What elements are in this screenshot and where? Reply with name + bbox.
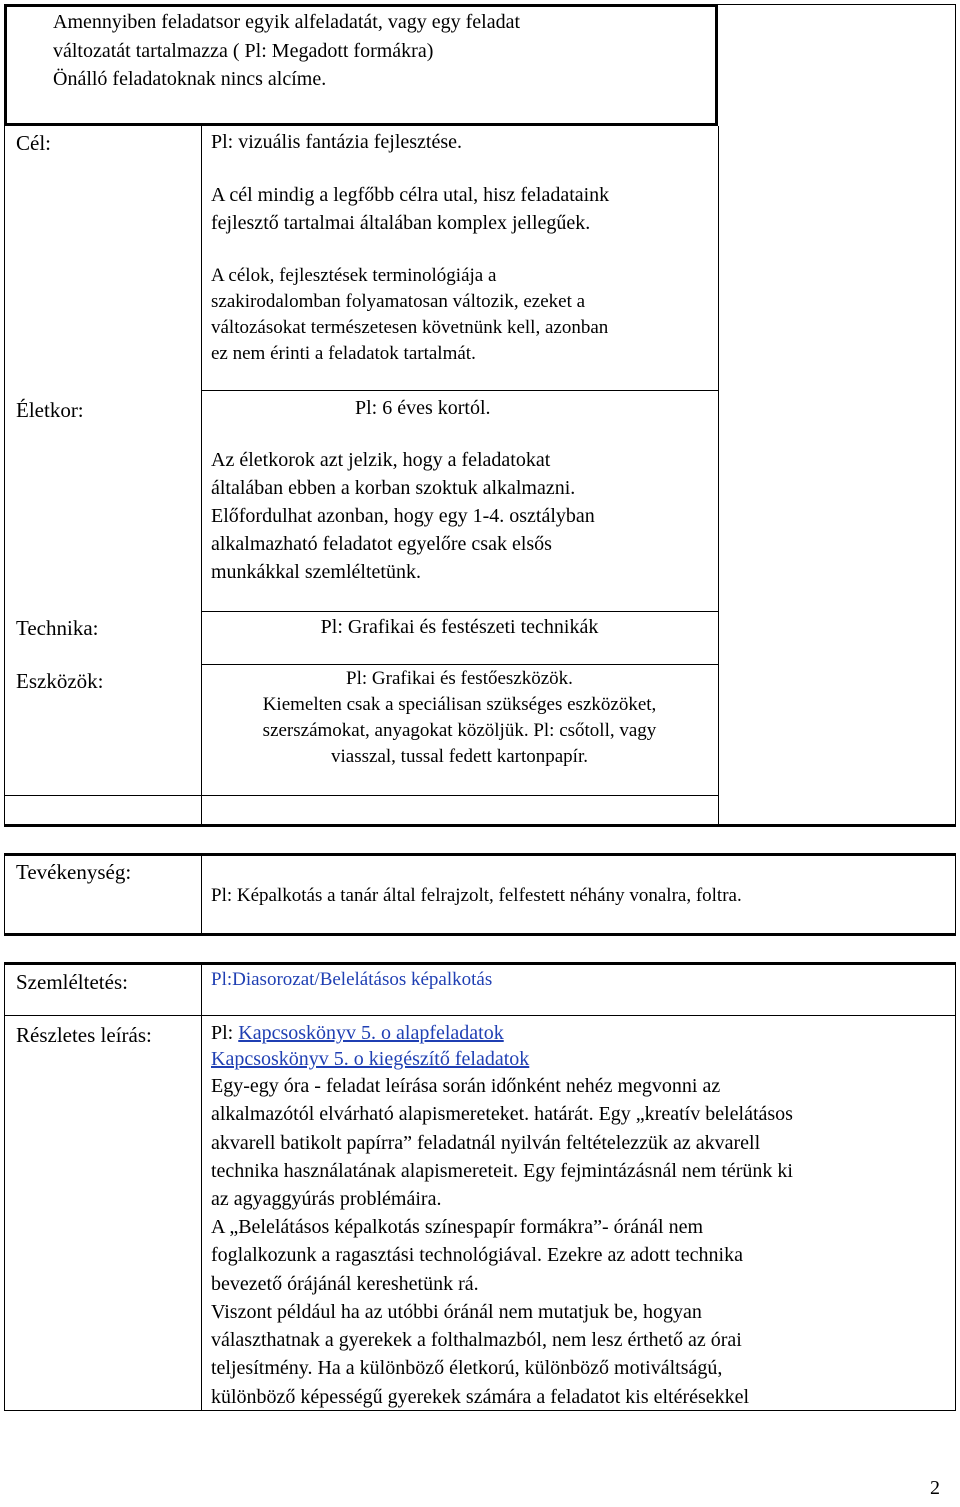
reszletes-prefix: Pl:	[211, 1022, 239, 1044]
border	[201, 611, 718, 612]
technika-value: Pl: Grafikai és festészeti technikák	[320, 616, 599, 638]
eletkor-example: Pl: 6 éves kortól.	[355, 397, 491, 419]
top-note-line-1: Amennyiben feladatsor egyik alfeladatát, vagy egy feladat	[53, 11, 521, 33]
border	[955, 853, 956, 936]
reszletes-line-5: az agyaggyúrás problémáira.	[211, 1188, 442, 1210]
border	[201, 390, 718, 391]
eletkor-para-line2: általában ebben a korban szoktuk alkalmazni.	[211, 477, 576, 499]
link-kiegeszito-feladatok[interactable]: Kapcsoskönyv 5. o kiegészítő feladatok	[211, 1048, 530, 1070]
page-number: 2	[930, 1477, 940, 1499]
reszletes-line-3: akvarell batikolt papírra” feladatnál nyilván feltételezzük az akvarell	[211, 1132, 761, 1154]
eszkozok-line1: Pl: Grafikai és festőeszközök.	[346, 668, 573, 689]
border	[4, 123, 718, 126]
border	[4, 962, 5, 1411]
reszletes-line-9: Viszont például ha az utóbbi óránál nem mutatjuk be, hogyan	[211, 1301, 702, 1323]
border	[4, 126, 5, 826]
eletkor-para-line1: Az életkorok azt jelzik, hogy a feladatokat	[211, 449, 551, 471]
top-note-line-2: változatát tartalmazza ( Pl: Megadott formákra)	[53, 40, 434, 62]
top-note-line-3: Önálló feladatoknak nincs alcíme.	[53, 68, 327, 90]
reszletes-line-12: különböző képességű gyerekek számára a feladatot kis eltérésekkel	[211, 1386, 750, 1408]
border	[4, 795, 718, 796]
border	[4, 824, 956, 827]
border	[718, 126, 719, 826]
reszletes-line-1: Egy-egy óra - feladat leírása során időnként nehéz megvonni az	[211, 1075, 721, 1097]
border	[4, 1015, 956, 1016]
reszletes-line-4: technika használatának alapismereteit. Egy fejmintázásnál nem térünk ki	[211, 1160, 793, 1182]
reszletes-link-line-1	[211, 1019, 504, 1047]
cel-para3-line3: változásokat természetesen követnünk kell, azonban	[211, 317, 609, 338]
label-technika: Technika:	[16, 616, 99, 640]
border	[955, 4, 956, 826]
border	[4, 853, 956, 856]
reszletes-line-2: alkalmazótól elvárható alapismereteket. határát. Egy „kreatív belelátásos	[211, 1103, 793, 1125]
border	[4, 933, 956, 936]
cel-para3-line1: A célok, fejlesztések terminológiája a	[211, 265, 497, 286]
label-reszletes: Részletes leírás:	[16, 1023, 152, 1047]
eszkozok-line2: Kiemelten csak a speciálisan szükséges eszközöket,	[262, 694, 657, 715]
border	[201, 853, 202, 936]
link-alapfeladatok[interactable]: Kapcsoskönyv 5. o alapfeladatok	[238, 1022, 504, 1044]
eletkor-para-line4: alkalmazható feladatot egyelőre csak elsős	[211, 533, 552, 555]
eletkor-para-line3: Előfordulhat azonban, hogy egy 1-4. osztályban	[211, 505, 595, 527]
tevekenyseg-value: Pl: Képalkotás a tanár által felrajzolt, felfestett néhány vonalra, foltra.	[211, 885, 742, 906]
reszletes-line-11: teljesítmény. Ha a különböző életkorú, különböző motiváltságú,	[211, 1357, 723, 1379]
label-eszkozok: Eszközök:	[16, 669, 104, 693]
border	[718, 4, 956, 5]
cel-para2-line2: fejlesztő tartalmai általában komplex jellegűek.	[211, 212, 591, 234]
eletkor-para-line5: munkákkal szemléltetünk.	[211, 561, 421, 583]
eszkozok-line4: viasszal, tussal fedett kartonpapír.	[331, 746, 588, 767]
label-szemleltetes: Szemléltetés:	[16, 970, 128, 994]
cel-example: Pl: vizuális fantázia fejlesztése.	[211, 131, 463, 153]
border	[201, 962, 202, 1411]
border	[4, 962, 956, 965]
border	[4, 4, 718, 7]
cel-para2-line1: A cél mindig a legfőbb célra utal, hisz feladataink	[211, 184, 610, 206]
reszletes-line-10: választhatnak a gyerekek a folthalmazból, nem lesz érthető az órai	[211, 1329, 742, 1351]
reszletes-line-8: bevezető órájánál kereshetünk rá.	[211, 1273, 479, 1295]
border	[715, 4, 718, 126]
border	[4, 853, 5, 936]
reszletes-line-7: foglalkozunk a ragasztási technológiával. Ezekre az adott technika	[211, 1244, 743, 1266]
cel-para3-line4: ez nem érinti a feladatok tartalmát.	[211, 343, 476, 364]
label-cel: Cél:	[16, 131, 51, 155]
reszletes-line-6: A „Belelátásos képalkotás színespapír formákra”- óránál nem	[211, 1216, 704, 1238]
cel-para3-line2: szakirodalomban folyamatosan változik, ezeket a	[211, 291, 586, 312]
label-tevekenyseg: Tevékenység:	[16, 860, 132, 884]
border	[4, 4, 7, 126]
label-eletkor: Életkor:	[16, 398, 84, 422]
border	[955, 962, 956, 1411]
szemleltetes-value[interactable]: Pl:Diasorozat/Belelátásos képalkotás	[211, 969, 493, 990]
border	[201, 664, 718, 665]
eszkozok-line3: szerszámokat, anyagokat közöljük. Pl: csőtoll, vagy	[262, 720, 657, 741]
